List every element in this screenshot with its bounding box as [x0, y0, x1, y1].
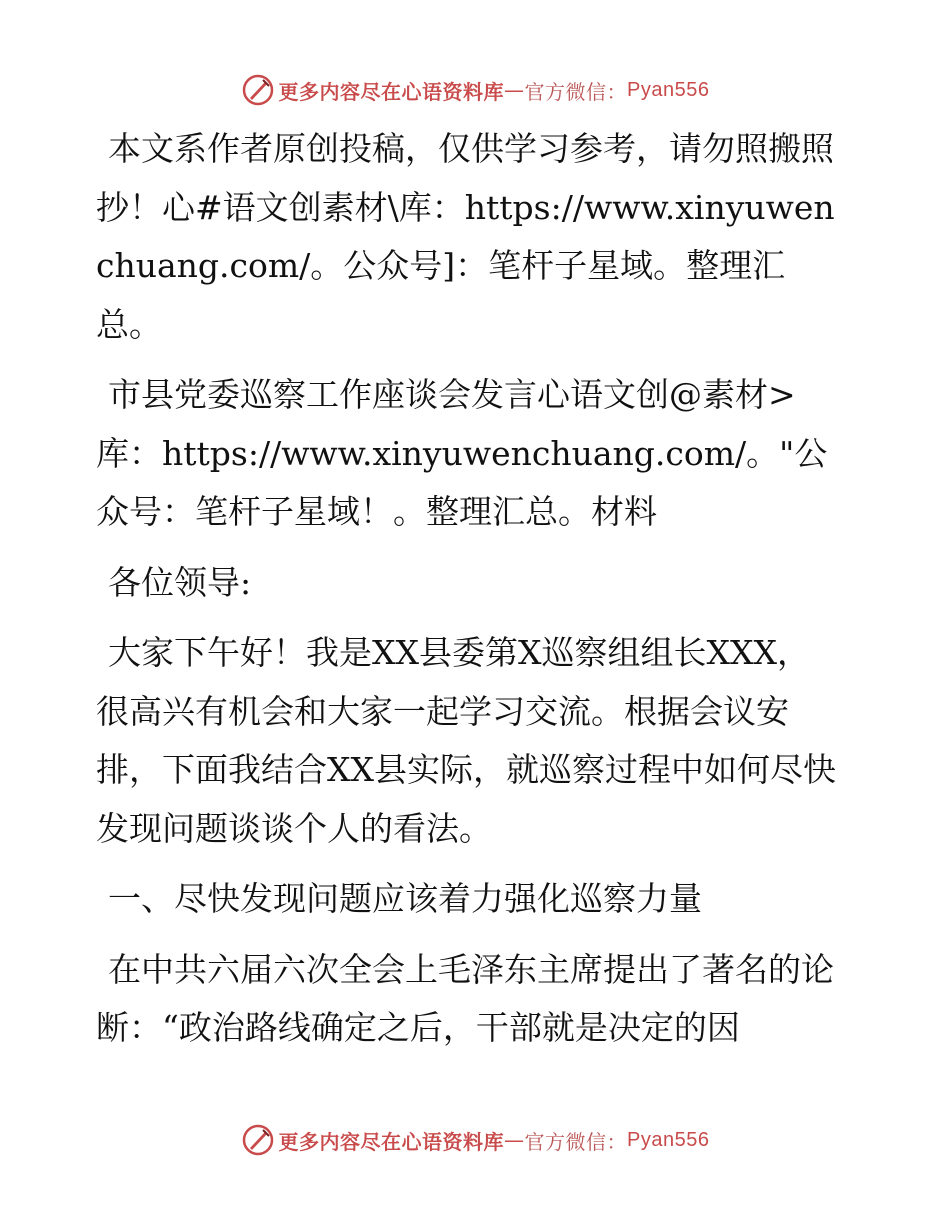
paragraph-intro: 大家下午好！我是XX县委第X巡察组组长XXX，很高兴有机会和大家一起学习交流。根据会议安排，下面我结合XX县实际，就巡察过程中如何尽快发现问题谈谈个人的看法。 [96, 633, 836, 848]
footer-watermark-banner [0, 1120, 950, 1160]
paragraph-body-1: 在中共六届六次全会上毛泽东主席提出了著名的论断：“政治路线确定之后，干部就是决定的因 [96, 949, 834, 1047]
quill-logo-icon [241, 73, 275, 107]
header-watermark-banner [0, 70, 950, 110]
paragraph-title: 市县党委巡察工作座谈会发言心语文创@素材>库：https://www.xinyuwenchuang.com/。"公众号：笔杆子星域！。整理汇总。材料 [96, 375, 828, 531]
banner-wechat-label: 官方微信： [524, 1129, 628, 1154]
banner-separator: — [504, 78, 525, 102]
document-body [96, 120, 836, 1070]
banner-wechat-id: Pyan556 [627, 78, 710, 101]
quill-logo-icon [241, 1123, 275, 1157]
paragraph-disclaimer: 本文系作者原创投稿，仅供学习参考，请勿照搬照抄！心#语文创素材\库：https://www.xinyuwenchuang.com/。公众号]：笔杆子星域。整理汇总。 [96, 129, 835, 344]
banner-brand-text: 更多内容尽在心语资料库 [278, 1129, 505, 1154]
banner-separator: — [504, 1128, 525, 1152]
banner-wechat-id: Pyan556 [627, 1128, 710, 1151]
banner-wechat-label: 官方微信： [524, 79, 628, 104]
section-heading-1: 一、尽快发现问题应该着力强化巡察力量 [108, 879, 702, 918]
banner-brand-text: 更多内容尽在心语资料库 [278, 79, 505, 104]
paragraph-salutation: 各位领导: [108, 562, 252, 602]
